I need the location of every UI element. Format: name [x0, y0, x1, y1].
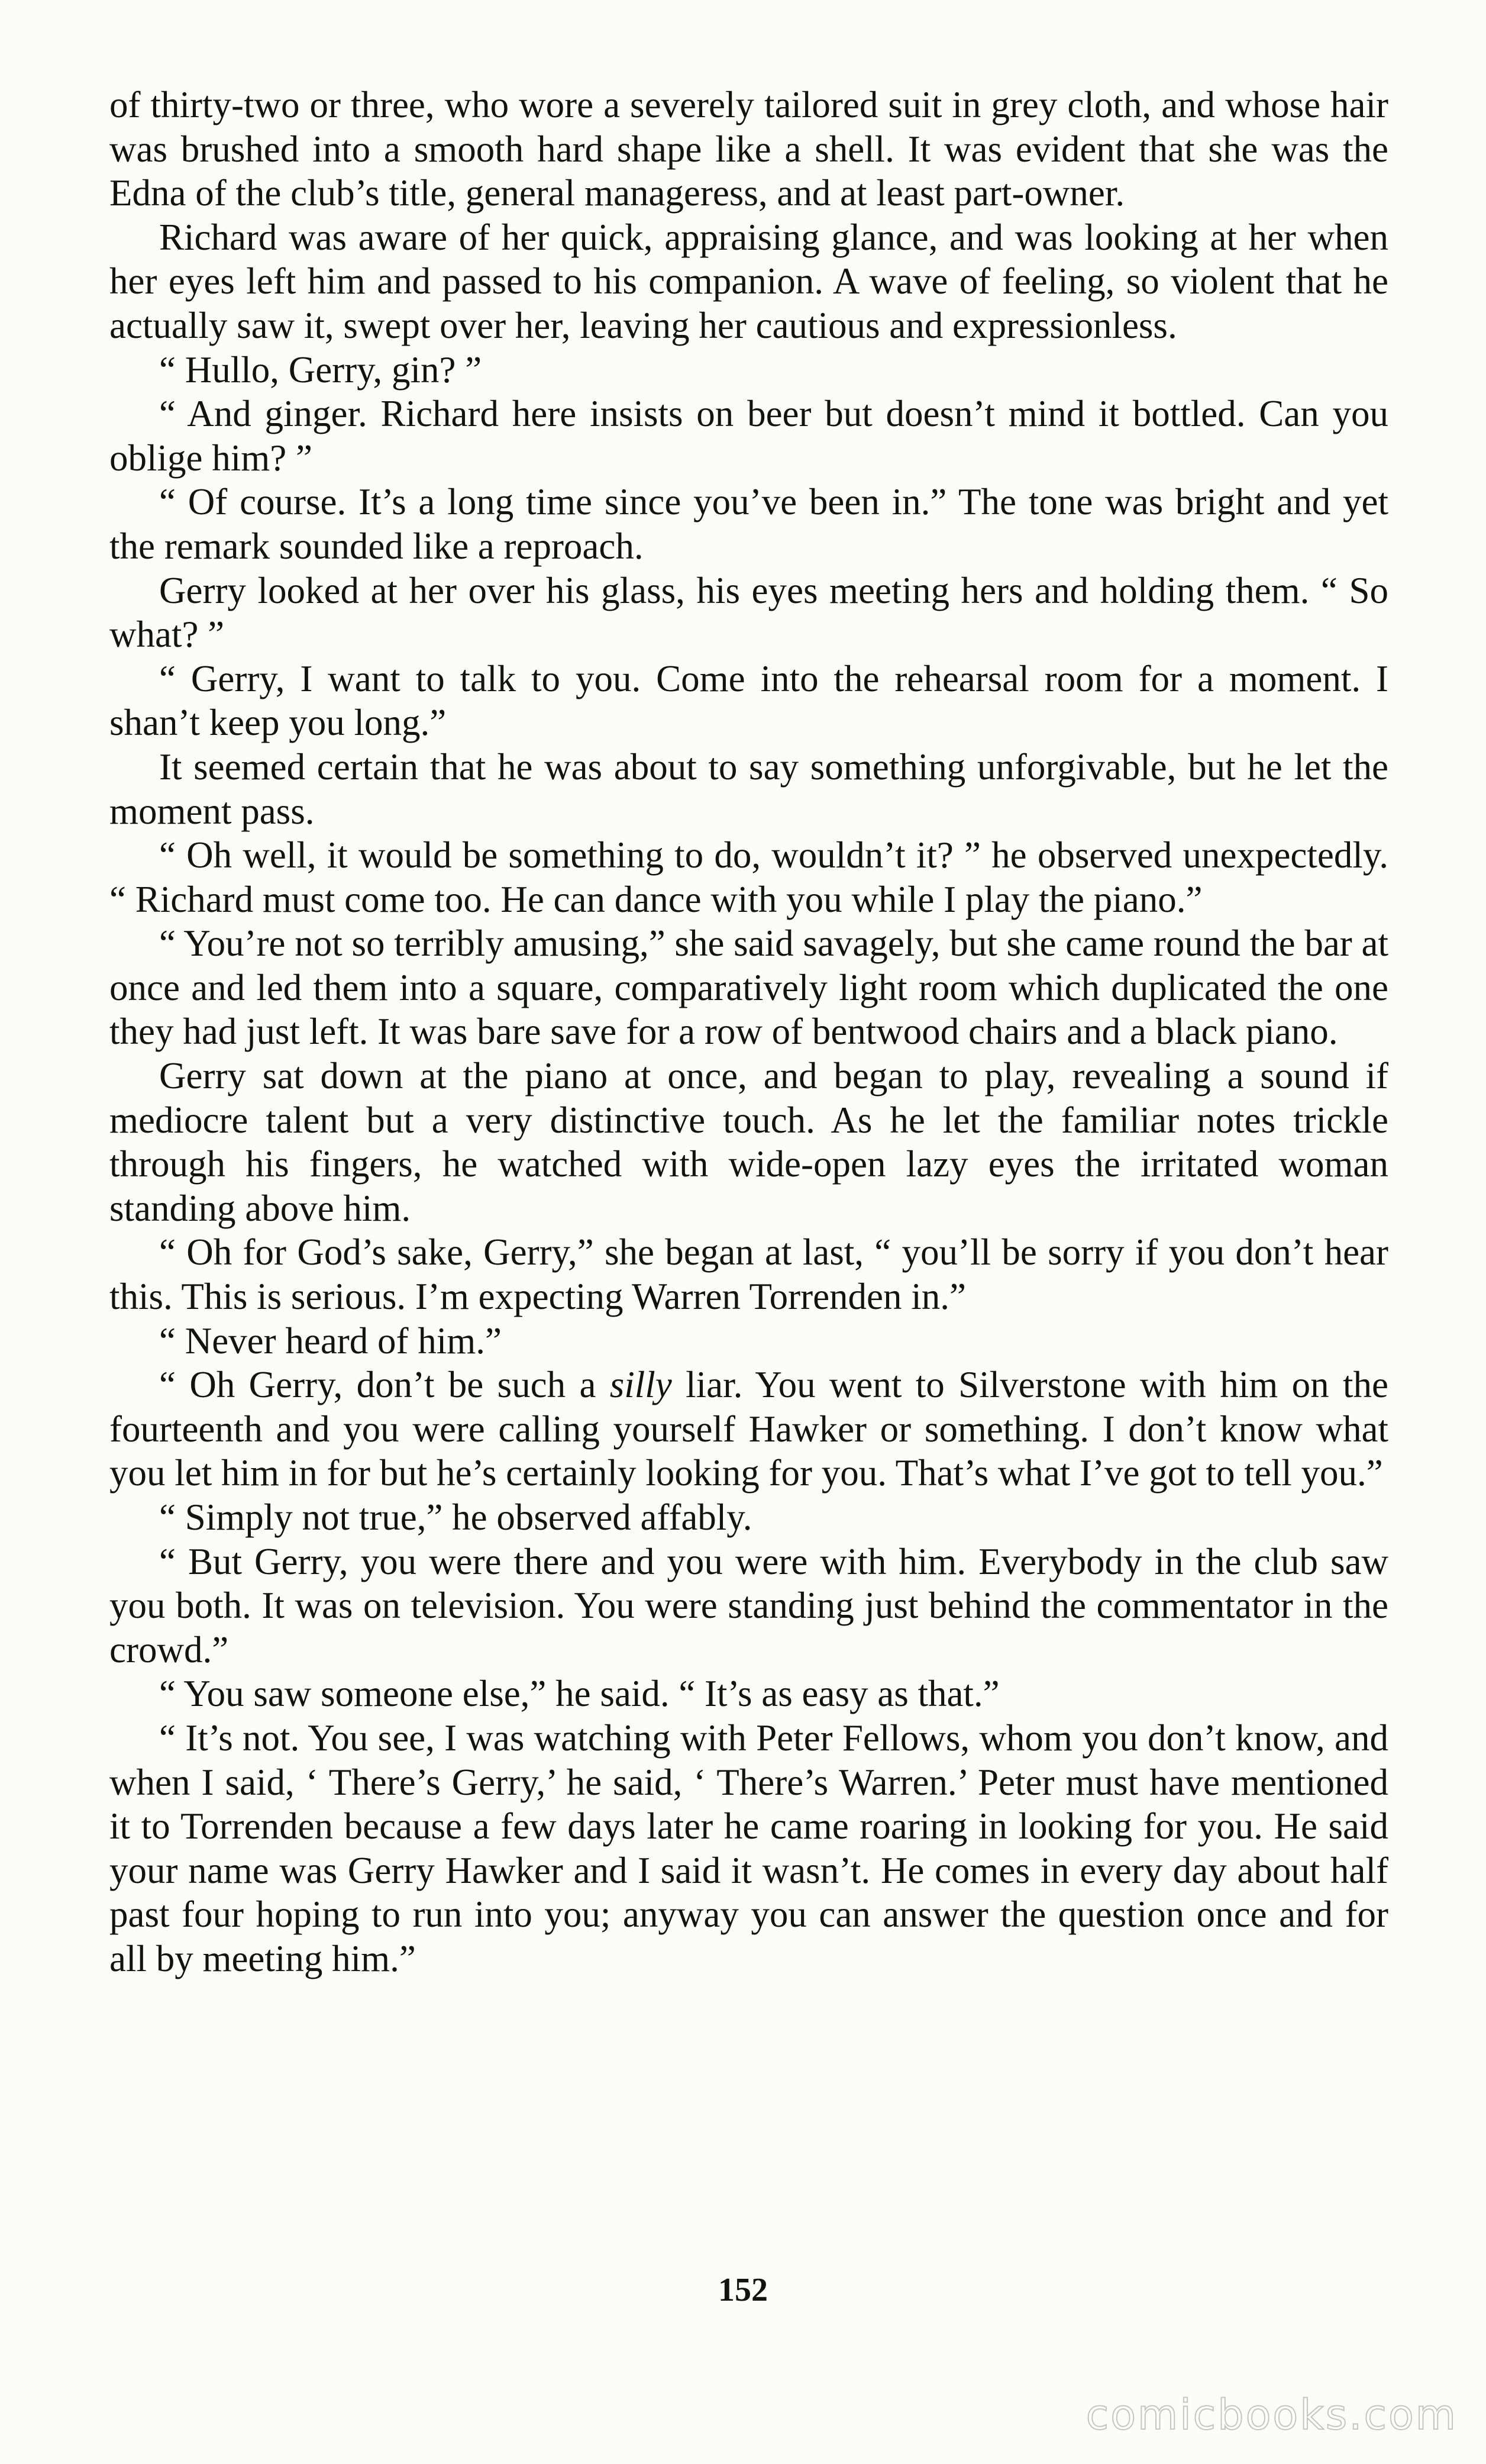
paragraph: “ But Gerry, you were there and you were with him. Everybody in the club saw you both. It was on television. You were standing just behind the commentator in the crowd.”: [109, 1540, 1388, 1670]
paragraph: of thirty-two or three, who wore a severely tailored suit in grey cloth, and whose hair was brushed into a smooth hard shape like a shell. It was evident that she was the Edna of the club’s title, general manageress, and at least part-owner.: [109, 84, 1388, 214]
paragraph: “ Oh well, it would be something to do, wouldn’t it? ” he observed unexpectedly. “ Richard must come too. He can dance with you while I play the piano.”: [109, 834, 1388, 920]
paragraph: “ Of course. It’s a long time since you’ve been in.” The tone was bright and yet the remark sounded like a reproach.: [109, 481, 1388, 567]
paragraph: “ Oh for God’s sake, Gerry,” she began at last, “ you’ll be sorry if you don’t hear this. This is serious. I’m expecting Warren Torrenden in.”: [109, 1231, 1388, 1318]
paragraph: Richard was aware of her quick, appraising glance, and was looking at her when her eyes left him and passed to his companion. A wave of feeling, so violent that he actually saw it, swept over her, leaving her cautious and expressionless.: [109, 216, 1388, 346]
paragraph: “ You’re not so terribly amusing,” she said savagely, but she came round the bar at once and led them into a square, comparatively light room which duplicated the one they had just left. It was bare save for a row of bentwood chairs and a black piano.: [109, 923, 1388, 1053]
paragraph: “ And ginger. Richard here insists on beer but doesn’t mind it bottled. Can you oblige him? ”: [109, 393, 1388, 479]
paragraph: “ Hullo, Gerry, gin? ”: [159, 349, 482, 391]
paragraph: It seemed certain that he was about to say something unforgivable, but he let the moment pass.: [109, 746, 1388, 832]
paragraph: “ You saw someone else,” he said. “ It’s as easy as that.”: [159, 1673, 1000, 1715]
paragraph: “ Oh Gerry, don’t be such a silly liar. You went to Silverstone with him on the fourteenth and you were calling yourself Hawker or something. I don’t know what you let him in for but he’s certainly looking for you. That’s what I’ve got to tell you.”: [109, 1364, 1388, 1494]
paragraph: “ Never heard of him.”: [159, 1320, 502, 1362]
paragraph: “ It’s not. You see, I was watching with Peter Fellows, whom you don’t know, and when I said, ‘ There’s Gerry,’ he said, ‘ There’s Warren.’ Peter must have mentioned it to Torrenden because a few days later he came roaring in looking for you. He said your name was Gerry Hawker and I said it wasn’t. He comes in every day about half past four hoping to run into you; anyway you can answer the question once and for all by meeting him.”: [109, 1717, 1388, 1979]
paragraph: Gerry looked at her over his glass, his eyes meeting hers and holding them. “ So what? ”: [109, 569, 1388, 656]
emphasis: silly: [609, 1364, 672, 1406]
watermark: comicbooks.com: [1086, 2391, 1458, 2439]
page-number: 152: [718, 2272, 768, 2308]
paragraph: “ Simply not true,” he observed affably.: [159, 1497, 752, 1538]
body-text: [109, 83, 1388, 1981]
paragraph: “ Gerry, I want to talk to you. Come into the rehearsal room for a moment. I shan’t keep you long.”: [109, 657, 1388, 744]
paragraph: Gerry sat down at the piano at once, and began to play, revealing a sound if mediocre talent but a very distinctive touch. As he let the familiar notes trickle through his fingers, he watched with wide-open lazy eyes the irritated woman standing above him.: [109, 1055, 1388, 1229]
